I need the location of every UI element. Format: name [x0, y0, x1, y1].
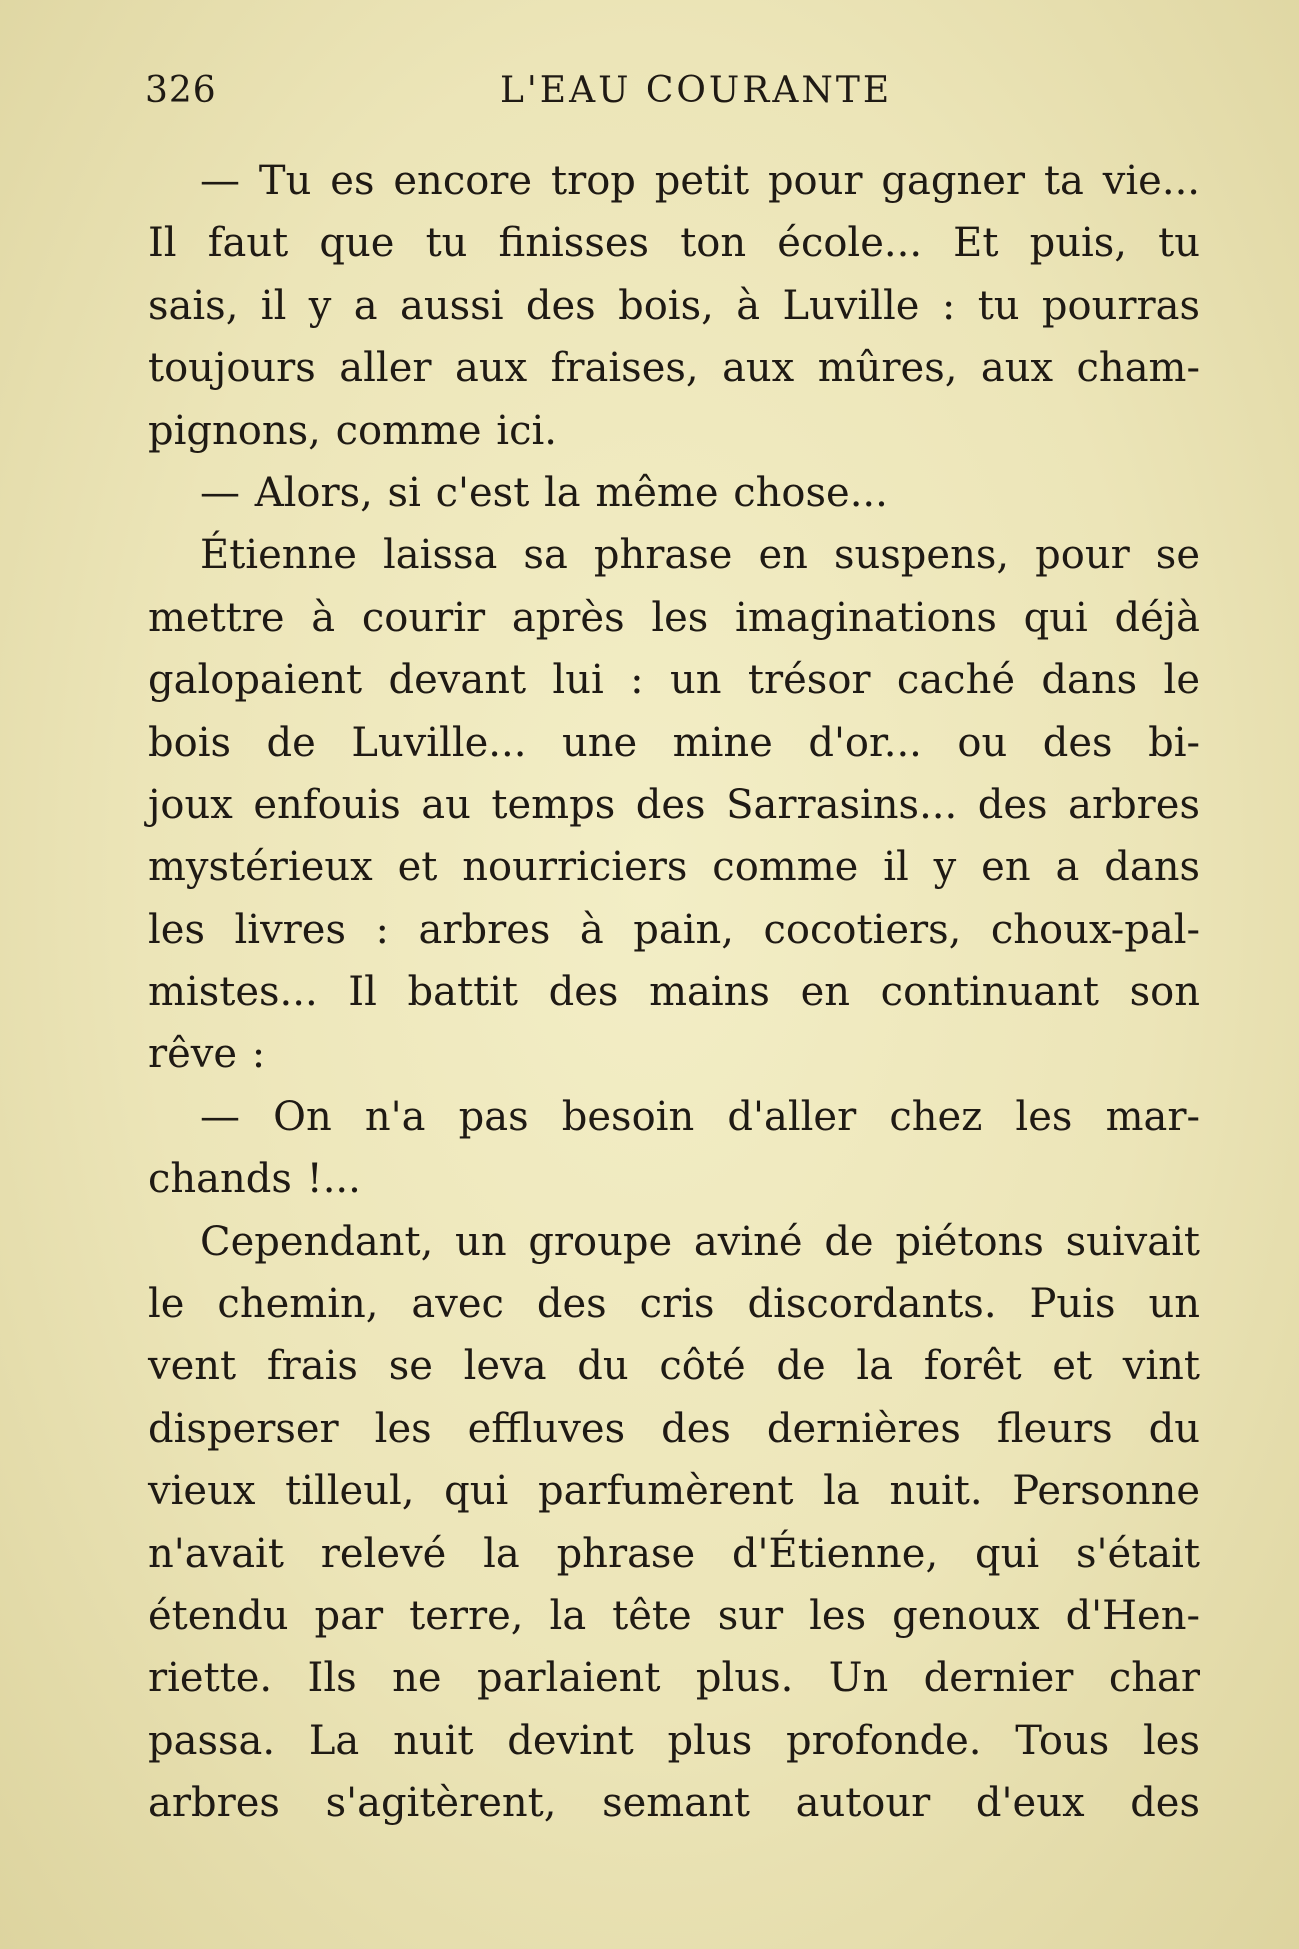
text-line: arbres s'agitèrent, semant autour d'eux des — [148, 1780, 1200, 1827]
running-head — [145, 70, 1200, 120]
text-line: mistes... Il battit des mains en continuant son — [148, 969, 1200, 1016]
text-line: vieux tilleul, qui parfumèrent la nuit. Personne — [148, 1468, 1200, 1515]
text-line: mystérieux et nourriciers comme il y en a dans — [148, 844, 1200, 891]
text-line: Étienne laissa sa phrase en suspens, pour se — [200, 532, 1200, 579]
text-line: — Tu es encore trop petit pour gagner ta vie... — [200, 158, 1200, 204]
text-line: n'avait relevé la phrase d'Étienne, qui s'était — [148, 1530, 1200, 1577]
text-line: galopaient devant lui : un trésor caché dans le — [148, 657, 1200, 704]
text-line: toujours aller aux fraises, aux mûres, aux cham- — [148, 345, 1200, 392]
text-line: Cependant, un groupe aviné de piétons suivait — [200, 1218, 1200, 1265]
text-line: sais, il y a aussi des bois, à Luville : tu pourras — [148, 282, 1200, 329]
text-line: bois de Luville... une mine d'or... ou des bi- — [148, 719, 1200, 766]
text-line: chands !... — [148, 1156, 361, 1203]
text-line: les livres : arbres à pain, cocotiers, choux-pal- — [148, 906, 1200, 953]
text-line: rêve : — [148, 1031, 266, 1078]
text-line: passa. La nuit devint plus profonde. Tous les — [148, 1717, 1200, 1764]
text-line: riette. Ils ne parlaient plus. Un dernier char — [148, 1655, 1200, 1702]
page-number: 326 — [145, 70, 217, 111]
text-line: disperser les effluves des dernières fleurs du — [148, 1405, 1200, 1452]
text-line: Il faut que tu finisses ton école... Et puis, tu — [148, 220, 1200, 267]
text-line: pignons, comme ici. — [148, 407, 557, 454]
text-line: mettre à courir après les imaginations qui déjà — [148, 594, 1200, 641]
text-line: joux enfouis au temps des Sarrasins... des arbres — [148, 781, 1200, 828]
text-line: vent frais se leva du côté de la forêt et vint — [148, 1343, 1200, 1390]
text-line: étendu par terre, la tête sur les genoux d'Hen- — [148, 1592, 1200, 1639]
text-line: le chemin, avec des cris discordants. Puis un — [148, 1281, 1200, 1328]
running-title: L'EAU COURANTE — [500, 70, 893, 111]
body-text — [148, 150, 1200, 1835]
text-line: — Alors, si c'est la même chose... — [200, 469, 888, 516]
text-line: — On n'a pas besoin d'aller chez les mar- — [200, 1093, 1200, 1140]
